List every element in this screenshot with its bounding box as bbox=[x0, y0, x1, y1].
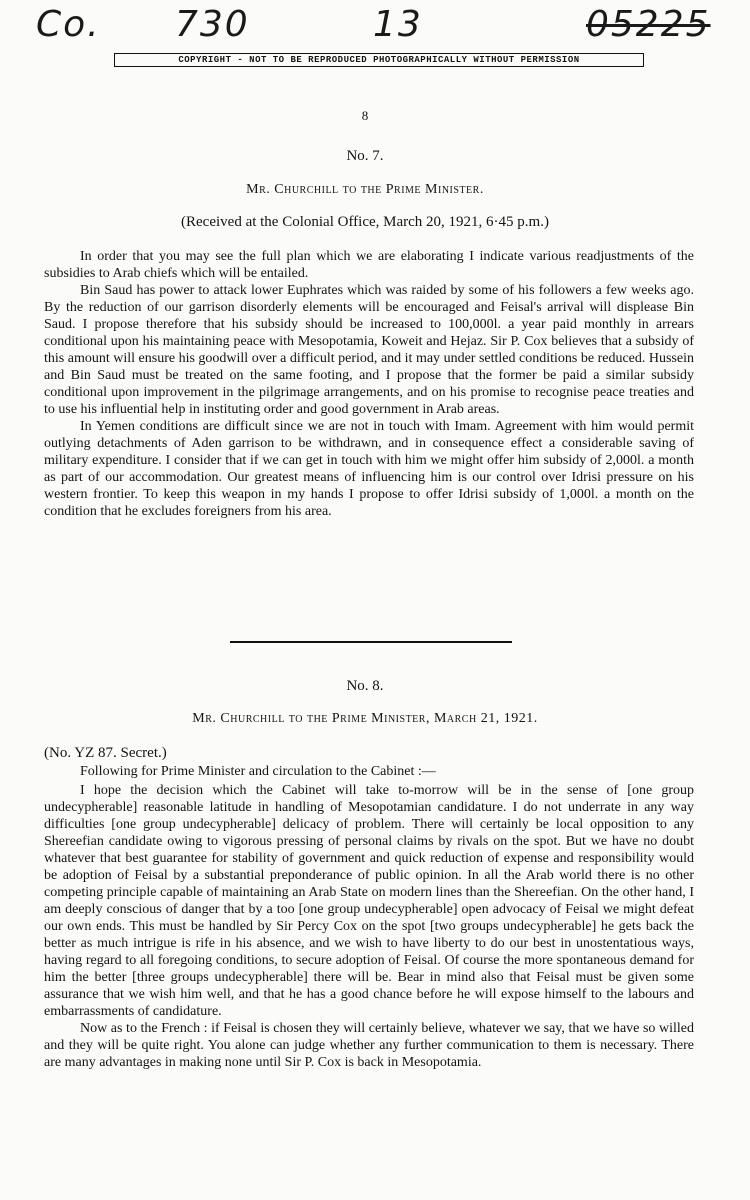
document-7-body bbox=[44, 248, 694, 520]
document-7-paragraph: In order that you may see the full plan which we are elaborating I indicate various readjustments of the subsidies to Arab chiefs which will be entailed. bbox=[44, 249, 694, 281]
archive-reference-series: Co. bbox=[36, 4, 101, 45]
document-8-number: No. 8. bbox=[346, 678, 384, 694]
document-8-paragraph: Now as to the French : if Feisal is chosen they will certainly believe, whatever we say, that we have so willed and they will be quite right. You alone can judge whether any further communication to them is necessary. There are many advantages in making none until Sir P. Cox is back in Mesopotamia. bbox=[44, 1021, 694, 1070]
archive-reference bbox=[30, 4, 730, 44]
document-7-number: No. 7. bbox=[346, 148, 384, 164]
document-8-telegram-reference: (No. YZ 87. Secret.) bbox=[44, 745, 167, 761]
section-divider bbox=[230, 641, 512, 643]
page-number: 8 bbox=[361, 108, 369, 123]
copyright-banner: COPYRIGHT - NOT TO BE REPRODUCED PHOTOGRAPHICALLY WITHOUT PERMISSION bbox=[114, 53, 644, 67]
document-7-received: (Received at the Colonial Office, March 20, 1921, 6·45 p.m.) bbox=[181, 214, 549, 230]
document-8-following-text: Following for Prime Minister and circulation to the Cabinet :— bbox=[80, 764, 436, 779]
archive-reference-piece: 730 bbox=[175, 4, 250, 45]
archive-reference-folio: 05225 bbox=[586, 4, 711, 45]
archive-reference-item: 13 bbox=[373, 4, 423, 45]
document-8-paragraph: I hope the decision which the Cabinet will take to-morrow will be in the sense of [one group undecypherable] reasonable latitude in handling of Mesopotamian candidature. I do not underrate in any way difficulties [one group undecypherable] delicacy of problem. There will certainly be local opposition to any Shereefian candidate owing to vigorous pressing of personal claims by rivals on the spot. But we have no doubt whatever that best guarantee for stability of government and quick reduction of expense and responsibility would be adoption of Feisal by a substantial preponderance of public opinion. In all the Arab world there is no other competing principle capable of maintaining an Arab State on modern lines than the Shereefian. On the other hand, I am deeply conscious of danger that by a too [one group undecypherable] open advocacy of Feisal we might defeat our own ends. This must be handled by Sir Percy Cox on the spot [two groups undecypherable] he gets back the better as much intrigue is rife in his absence, and we wish to have liberty to do our best in unostentatious ways, having regard to all foregoing conditions, to secure adoption of Feisal. Of course the more spontaneous demand for him the better [three groups undecypherable] there will be. Bear in mind also that Feisal must be given some assurance that we wish him well, and that he has a good chance before he will expose himself to the labours and embarrassments of candidature. bbox=[44, 783, 694, 1019]
document-7-paragraph: In Yemen conditions are difficult since we are not in touch with Imam. Agreement with him would permit outlying detachments of Aden garrison to be withdrawn, and in consequence effect a considerable saving of military expenditure. I consider that if we can get in touch with him we might offer him subsidy of 2,000l. a month as part of our accommodation. Our greatest means of influencing him is our control over Idrisi pressure on his western frontier. To keep this weapon in my hands I propose to offer Idrisi subsidy of 1,000l. a month on the condition that he excludes foreigners from his area. bbox=[44, 419, 694, 519]
document-7-title: Mr. Churchill to the Prime Minister. bbox=[246, 182, 484, 197]
document-8-following-line bbox=[44, 763, 694, 780]
document-8-title: Mr. Churchill to the Prime Minister, March 21, 1921. bbox=[192, 711, 538, 726]
document-8-body bbox=[44, 745, 694, 1071]
document-7-paragraph: Bin Saud has power to attack lower Euphrates which was raided by some of his followers a few weeks ago. By the reduction of our garrison disorderly elements will be encouraged and Feisal's arrival will displease Bin Saud. I propose therefore that his subsidy should be increased to 100,000l. a year paid monthly in arrears conditional upon his maintaining peace with Mesopotamia, Koweit and Hejaz. Sir P. Cox believes that a subsidy of this amount will ensure his goodwill over a difficult period, and it may under settled conditions be reduced. Hussein and Bin Saud must be treated on the same footing, and I propose that the former be paid a similar subsidy conditional upon improvement in the pilgrimage arrangements, and on his promise to recognise peace treaties and to use his influential help in instituting order and good government in Arab areas. bbox=[44, 283, 694, 417]
